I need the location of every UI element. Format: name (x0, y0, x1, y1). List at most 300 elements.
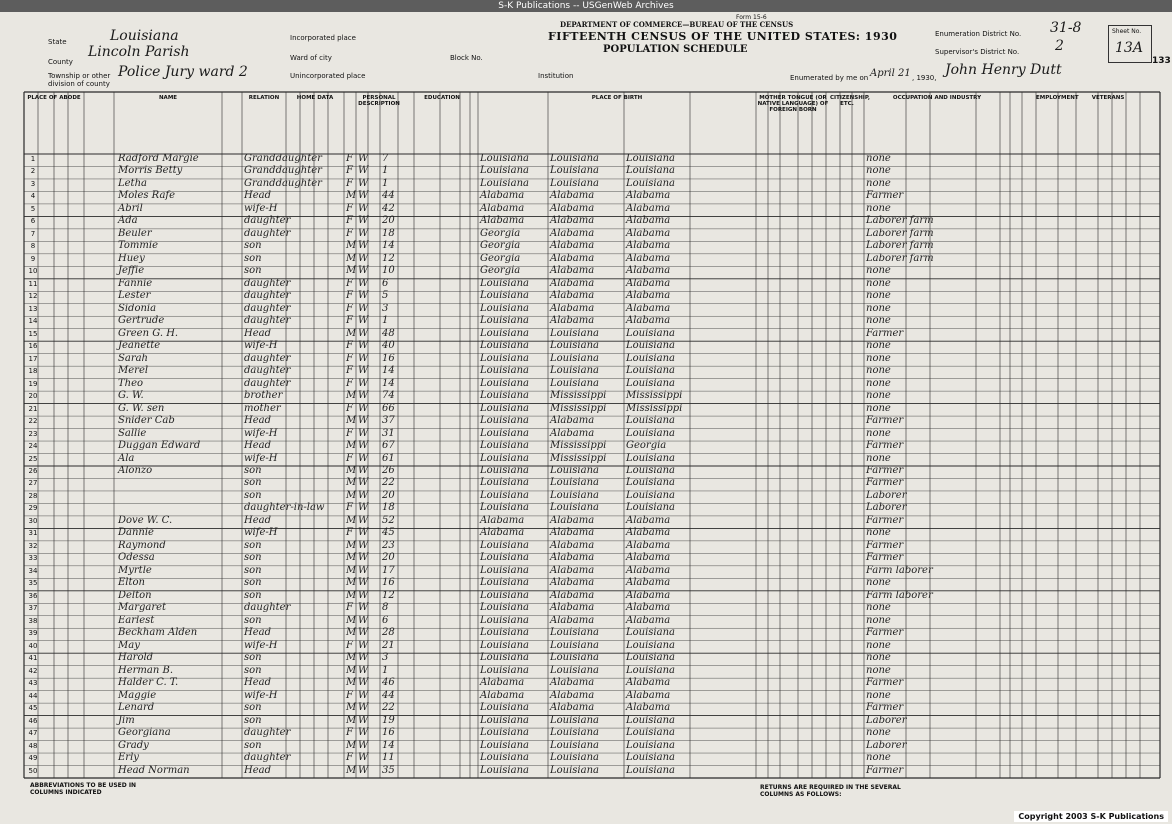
race: W (358, 689, 369, 701)
enumeration-date: April 21 (870, 68, 911, 79)
age: 14 (382, 365, 395, 377)
mother-birthplace: Alabama (626, 215, 671, 227)
father-birthplace: Louisiana (550, 764, 599, 776)
person-name: G. W. (118, 390, 144, 402)
person-name: Duggan Edward (118, 440, 201, 452)
age: 20 (382, 552, 395, 564)
relation: son (244, 702, 262, 714)
sex: F (346, 302, 353, 314)
row-number: 16 (28, 342, 38, 351)
age: 14 (382, 377, 395, 389)
person-name: Grady (118, 739, 149, 751)
father-birthplace: Louisiana (550, 502, 599, 514)
birthplace: Louisiana (480, 390, 529, 402)
birthplace: Louisiana (480, 714, 529, 726)
birthplace: Louisiana (480, 552, 529, 564)
occupation: none (866, 639, 891, 651)
birthplace: Louisiana (480, 315, 529, 327)
mother-birthplace: Louisiana (626, 465, 675, 476)
birthplace: Louisiana (480, 564, 529, 576)
relation: brother (244, 390, 283, 402)
archive-banner: S-K Publications -- USGenWeb Archives (0, 0, 1172, 12)
mother-birthplace: Alabama (626, 290, 671, 302)
father-birthplace: Alabama (550, 252, 595, 264)
person-name: Beckham Alden (118, 627, 198, 639)
father-birthplace: Louisiana (550, 714, 599, 726)
father-birthplace: Alabama (550, 227, 595, 239)
row-number: 43 (28, 679, 38, 688)
age: 28 (382, 627, 395, 639)
birthplace: Louisiana (480, 290, 529, 302)
incorporated-label: Incorporated place (290, 34, 356, 42)
mother-birthplace: Louisiana (626, 764, 675, 776)
mother-birthplace: Louisiana (626, 352, 675, 364)
mother-birthplace: Louisiana (626, 477, 675, 489)
occupation: none (866, 664, 891, 676)
relation: daughter (244, 215, 291, 227)
occupation: none (866, 377, 891, 389)
father-birthplace: Mississippi (550, 390, 607, 402)
occupation: none (866, 265, 891, 277)
mother-birthplace: Louisiana (626, 452, 675, 464)
person-name: Dove W. C. (118, 514, 173, 526)
birthplace: Georgia (480, 227, 521, 239)
column-group-header: EDUCATION (424, 95, 460, 101)
sex: F (346, 277, 353, 289)
race: W (358, 589, 369, 601)
row-number: 8 (30, 242, 36, 251)
birthplace: Louisiana (480, 739, 529, 751)
age: 1 (382, 664, 389, 676)
occupation: Laborer farm (866, 252, 934, 264)
mother-birthplace: Alabama (626, 539, 671, 551)
race: W (358, 527, 369, 539)
row-number: 39 (28, 629, 38, 638)
row-number: 3 (30, 179, 36, 188)
birthplace: Louisiana (480, 427, 529, 439)
race: W (358, 764, 369, 776)
race: W (358, 327, 369, 339)
person-name: Myrtle (118, 564, 152, 576)
sex: F (346, 727, 353, 739)
sex: F (346, 689, 353, 701)
birthplace: Alabama (480, 527, 525, 539)
age: 20 (382, 489, 395, 501)
sex: F (346, 165, 353, 177)
father-birthplace: Louisiana (550, 352, 599, 364)
mother-birthplace: Louisiana (626, 415, 675, 427)
relation: son (244, 564, 262, 576)
mother-birthplace: Louisiana (626, 502, 675, 514)
mother-birthplace: Alabama (626, 265, 671, 277)
birthplace: Louisiana (480, 589, 529, 601)
column-group-header: PLACE OF BIRTH (591, 95, 643, 101)
race: W (358, 177, 369, 189)
birthplace: Louisiana (480, 465, 529, 476)
mother-birthplace: Alabama (626, 602, 671, 614)
father-birthplace: Alabama (550, 190, 595, 202)
race: W (358, 302, 369, 314)
row-number: 19 (28, 379, 38, 388)
age: 1 (382, 165, 389, 177)
race: W (358, 415, 369, 427)
mother-birthplace: Louisiana (626, 153, 675, 164)
occupation: none (866, 290, 891, 302)
occupation: Farmer (866, 764, 904, 776)
father-birthplace: Alabama (550, 589, 595, 601)
age: 6 (382, 614, 389, 626)
father-birthplace: Alabama (550, 265, 595, 277)
birthplace: Louisiana (480, 652, 529, 664)
mother-birthplace: Mississippi (626, 390, 683, 402)
row-number: 25 (28, 454, 38, 463)
person-name: Head Norman (118, 764, 190, 776)
mother-birthplace: Alabama (626, 702, 671, 714)
age: 45 (382, 527, 395, 539)
institution-label: Institution (538, 72, 574, 80)
footer (0, 780, 1172, 824)
sex: F (346, 452, 353, 464)
mother-birthplace: Louisiana (626, 627, 675, 639)
occupation: none (866, 340, 891, 352)
sex: F (346, 365, 353, 377)
occupation: none (866, 352, 891, 364)
birthplace: Louisiana (480, 627, 529, 639)
father-birthplace: Louisiana (550, 739, 599, 751)
relation: daughter (244, 727, 291, 739)
occupation: none (866, 165, 891, 177)
father-birthplace: Alabama (550, 564, 595, 576)
relation: son (244, 652, 262, 664)
birthplace: Alabama (480, 190, 525, 202)
birthplace: Louisiana (480, 153, 529, 164)
age: 12 (382, 252, 395, 264)
person-name: May (118, 639, 140, 651)
age: 44 (382, 190, 395, 202)
father-birthplace: Louisiana (550, 752, 599, 764)
race: W (358, 477, 369, 489)
person-name: Harold (118, 652, 154, 664)
occupation: none (866, 153, 891, 164)
birthplace: Alabama (480, 215, 525, 227)
row-number: 36 (28, 591, 38, 600)
row-number: 23 (28, 429, 38, 438)
row-number: 14 (28, 317, 38, 326)
father-birthplace: Louisiana (550, 165, 599, 177)
sex: M (346, 627, 357, 639)
father-birthplace: Louisiana (550, 177, 599, 189)
person-name: Maggie (118, 689, 157, 701)
department-heading: DEPARTMENT OF COMMERCE—BUREAU OF THE CENSUS (560, 20, 794, 29)
person-name: G. W. sen (118, 402, 165, 414)
occupation: Farm laborer (866, 589, 933, 601)
enum-district-value: 31-8 (1050, 20, 1082, 36)
mother-birthplace: Louisiana (626, 327, 675, 339)
mother-birthplace: Alabama (626, 689, 671, 701)
birthplace: Louisiana (480, 489, 529, 501)
birthplace: Louisiana (480, 277, 529, 289)
birthplace: Louisiana (480, 502, 529, 514)
relation: wife-H (244, 527, 278, 539)
birthplace: Louisiana (480, 602, 529, 614)
person-name: Tommie (118, 240, 158, 252)
father-birthplace: Louisiana (550, 652, 599, 664)
row-number: 40 (28, 641, 38, 650)
mother-birthplace: Louisiana (626, 340, 675, 352)
sex: M (346, 390, 357, 402)
row-number: 46 (28, 716, 38, 725)
birthplace: Louisiana (480, 727, 529, 739)
race: W (358, 427, 369, 439)
birthplace: Louisiana (480, 340, 529, 352)
sheet-label: Sheet No. (1112, 28, 1142, 35)
race: W (358, 440, 369, 452)
race: W (358, 564, 369, 576)
sex: M (346, 652, 357, 664)
relation: wife-H (244, 340, 278, 352)
age: 10 (382, 265, 395, 277)
relation: daughter (244, 315, 291, 327)
enum-district-label: Enumeration District No. (935, 30, 1022, 38)
birthplace: Louisiana (480, 327, 529, 339)
mother-birthplace: Louisiana (626, 714, 675, 726)
row-number: 7 (30, 229, 36, 238)
relation: Head (244, 764, 272, 776)
row-number: 15 (28, 329, 38, 338)
sex: F (346, 402, 353, 414)
row-number: 21 (28, 404, 38, 413)
age: 11 (382, 752, 395, 764)
relation: Head (244, 415, 272, 427)
age: 31 (382, 427, 395, 439)
sex: F (346, 602, 353, 614)
relation: daughter (244, 290, 291, 302)
race: W (358, 677, 369, 689)
father-birthplace: Alabama (550, 614, 595, 626)
column-group-header: RELATION (248, 95, 280, 101)
supervisor-label: Supervisor's District No. (935, 48, 1020, 56)
mother-birthplace: Alabama (626, 514, 671, 526)
row-number: 38 (28, 616, 38, 625)
row-number: 10 (28, 267, 38, 276)
person-name: Sallie (118, 427, 147, 439)
age: 22 (382, 477, 395, 489)
birthplace: Alabama (480, 514, 525, 526)
person-name: Elton (118, 577, 145, 589)
relation: Head (244, 677, 272, 689)
person-name: Merel (118, 365, 149, 377)
occupation: Farmer (866, 552, 904, 564)
father-birthplace: Alabama (550, 689, 595, 701)
age: 3 (382, 302, 389, 314)
race: W (358, 714, 369, 726)
mother-birthplace: Mississippi (626, 402, 683, 414)
row-number: 28 (28, 491, 38, 500)
race: W (358, 252, 369, 264)
relation: Head (244, 627, 272, 639)
race: W (358, 402, 369, 414)
mother-birthplace: Alabama (626, 614, 671, 626)
age: 14 (382, 739, 395, 751)
sex: M (346, 577, 357, 589)
mother-birthplace: Alabama (626, 227, 671, 239)
enumerator-signature: John Henry Dutt (945, 62, 1062, 78)
sheet-value: 13A (1115, 40, 1143, 56)
occupation: Farm laborer (866, 564, 933, 576)
race: W (358, 539, 369, 551)
person-name: Erly (118, 752, 139, 764)
occupation: none (866, 177, 891, 189)
race: W (358, 614, 369, 626)
birthplace: Louisiana (480, 614, 529, 626)
block-label: Block No. (450, 54, 483, 62)
race: W (358, 652, 369, 664)
row-number: 13 (28, 304, 38, 313)
race: W (358, 552, 369, 564)
mother-birthplace: Louisiana (626, 165, 675, 177)
occupation: Farmer (866, 415, 904, 427)
birthplace: Louisiana (480, 764, 529, 776)
relation: daughter (244, 752, 291, 764)
birthplace: Georgia (480, 252, 521, 264)
person-name: Snider Cab (118, 415, 175, 427)
occupation: none (866, 302, 891, 314)
column-group-header: HOME DATA (296, 95, 334, 101)
occupation: none (866, 652, 891, 664)
father-birthplace: Alabama (550, 277, 595, 289)
birthplace: Alabama (480, 202, 525, 214)
age: 48 (382, 327, 395, 339)
person-name: Sarah (118, 352, 148, 364)
relation: Granddaughter (244, 177, 322, 189)
occupation: Laborer farm (866, 240, 934, 252)
age: 16 (382, 352, 395, 364)
row-number: 27 (28, 479, 38, 488)
sex: F (346, 227, 353, 239)
person-name: Beuler (118, 227, 152, 239)
row-number: 47 (28, 729, 38, 738)
age: 61 (382, 452, 395, 464)
schedule-heading: POPULATION SCHEDULE (603, 44, 748, 55)
relation: son (244, 614, 262, 626)
person-name: Green G. H. (118, 327, 179, 339)
race: W (358, 153, 369, 164)
birthplace: Alabama (480, 677, 525, 689)
occupation: Laborer farm (866, 227, 934, 239)
birthplace: Louisiana (480, 302, 529, 314)
sex: M (346, 589, 357, 601)
relation: daughter (244, 302, 291, 314)
sex: M (346, 489, 357, 501)
age: 42 (382, 202, 395, 214)
father-birthplace: Alabama (550, 302, 595, 314)
mother-birthplace: Louisiana (626, 727, 675, 739)
father-birthplace: Mississippi (550, 402, 607, 414)
age: 18 (382, 502, 395, 514)
sex: M (346, 739, 357, 751)
township-label: Township or other division of county (48, 72, 111, 88)
township-value: Police Jury ward 2 (118, 64, 248, 80)
row-number: 9 (30, 254, 36, 263)
relation: wife-H (244, 202, 278, 214)
row-number: 18 (28, 367, 38, 376)
person-name: Georgiana (118, 727, 171, 739)
row-number: 24 (28, 442, 38, 451)
sex: M (346, 415, 357, 427)
mother-birthplace: Louisiana (626, 427, 675, 439)
sex: F (346, 215, 353, 227)
row-number: 11 (28, 279, 38, 288)
birthplace: Louisiana (480, 539, 529, 551)
race: W (358, 390, 369, 402)
age: 26 (382, 465, 395, 476)
father-birthplace: Alabama (550, 527, 595, 539)
relation: son (244, 265, 262, 277)
father-birthplace: Alabama (550, 514, 595, 526)
person-name: Jeffie (118, 265, 145, 277)
person-name: Herman B. (118, 664, 174, 676)
person-name: Margaret (118, 602, 167, 614)
age: 6 (382, 277, 389, 289)
occupation: Laborer (866, 739, 907, 751)
copyright: Copyright 2003 S-K Publications (1014, 811, 1168, 822)
person-name: Jim (118, 714, 135, 726)
race: W (358, 240, 369, 252)
person-name: Moles Rafe (118, 190, 176, 202)
occupation: Farmer (866, 539, 904, 551)
mother-birthplace: Alabama (626, 577, 671, 589)
father-birthplace: Louisiana (550, 465, 599, 476)
row-number: 2 (30, 167, 36, 176)
sex: M (346, 614, 357, 626)
row-number: 1 (30, 155, 36, 163)
race: W (358, 752, 369, 764)
father-birthplace: Alabama (550, 539, 595, 551)
age: 5 (382, 290, 389, 302)
age: 40 (382, 340, 395, 352)
row-number: 34 (28, 566, 38, 575)
age: 16 (382, 577, 395, 589)
age: 44 (382, 689, 395, 701)
birthplace: Louisiana (480, 702, 529, 714)
person-name: Abril (118, 202, 143, 214)
unincorporated-label: Unincorporated place (290, 72, 366, 80)
relation: wife-H (244, 639, 278, 651)
race: W (358, 202, 369, 214)
row-number: 6 (30, 217, 36, 226)
father-birthplace: Alabama (550, 202, 595, 214)
birthplace: Georgia (480, 265, 521, 277)
column-group-header: EMPLOYMENT (1036, 95, 1079, 101)
relation: son (244, 465, 262, 476)
race: W (358, 739, 369, 751)
race: W (358, 577, 369, 589)
race: W (358, 190, 369, 202)
relation: Head (244, 327, 272, 339)
returns-note: RETURNS ARE REQUIRED IN THE SEVERAL COLUMNS AS FOLLOWS: (760, 784, 901, 798)
row-number: 29 (28, 504, 38, 513)
column-group-header: VETERANS (1091, 95, 1125, 101)
mother-birthplace: Georgia (626, 440, 667, 452)
birthplace: Louisiana (480, 477, 529, 489)
mother-birthplace: Alabama (626, 552, 671, 564)
person-name: Halder C. T. (118, 677, 179, 689)
race: W (358, 514, 369, 526)
age: 66 (382, 402, 395, 414)
father-birthplace: Alabama (550, 577, 595, 589)
relation: daughter (244, 602, 291, 614)
birthplace: Louisiana (480, 165, 529, 177)
